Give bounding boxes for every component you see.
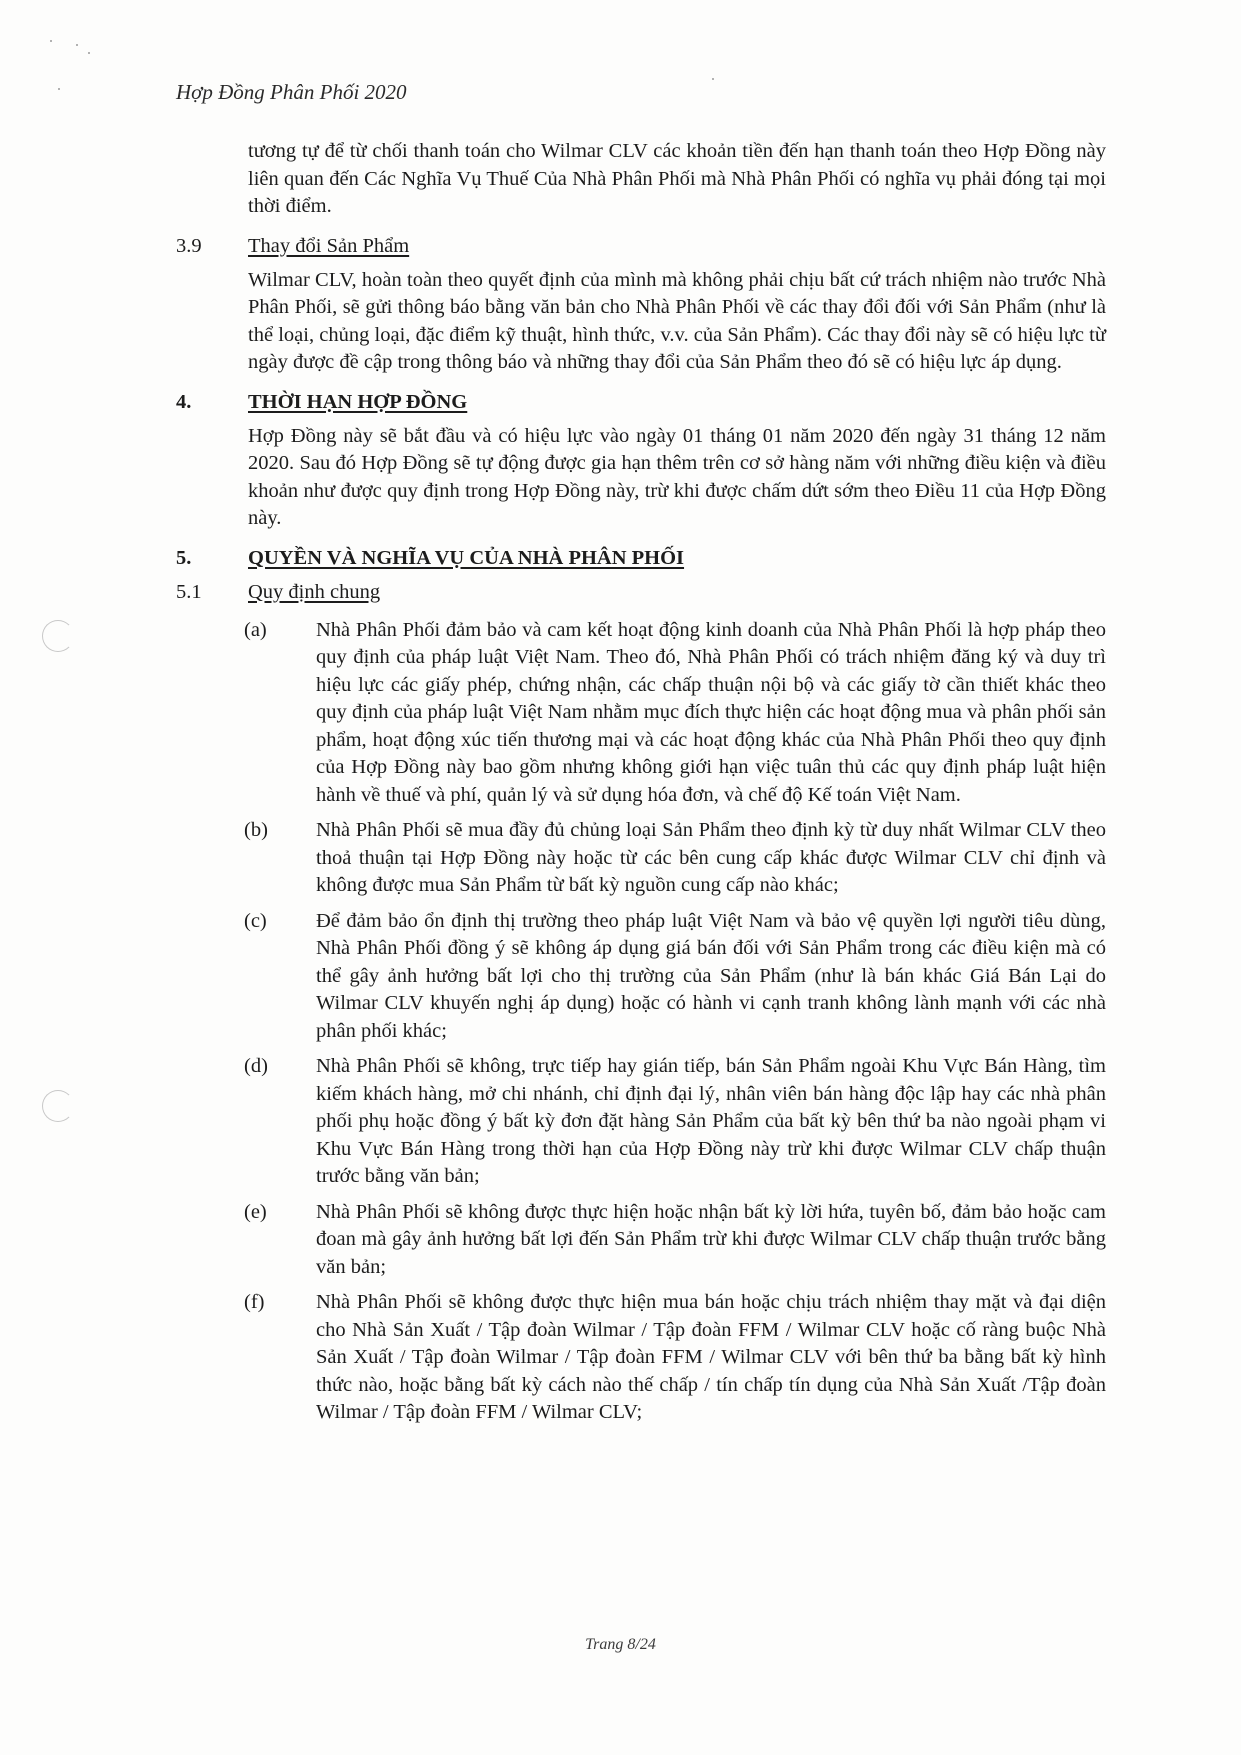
section-title: Thay đổi Sản Phẩm <box>248 234 410 257</box>
list-item-text: Nhà Phân Phối sẽ mua đầy đủ chủng loại Sản Phẩm theo định kỳ từ duy nhất Wilmar CLV theo thoả thuận tại Hợp Đồng này hoặc từ các bên cung cấp khác được Wilmar CLV chỉ định và không được mua Sản Phẩm từ bất kỳ nguồn cung cấp nào khác; <box>316 819 1106 896</box>
scan-speck <box>50 40 52 42</box>
list-item-label: (d) <box>244 1055 268 1077</box>
section-title: Quy định chung <box>248 580 381 603</box>
list-item <box>176 817 1106 900</box>
scan-speck <box>76 44 78 46</box>
document-body <box>176 138 1106 1427</box>
list-item-label: (e) <box>244 1200 267 1223</box>
punch-hole-mark <box>42 1090 74 1122</box>
list-item-text: Nhà Phân Phối sẽ không được thực hiện hoặc nhận bất kỳ lời hứa, tuyên bố, đảm bảo hoặc cam đoan mà gây ảnh hưởng bất lợi đến Sản Phẩm trừ khi được Wilmar CLV chấp thuận trước bằng văn bản; <box>316 1200 1106 1278</box>
section-title: THỜI HẠN HỢP ĐỒNG <box>248 390 468 413</box>
intro-paragraph: tương tự để từ chối thanh toán cho Wilmar CLV các khoản tiền đến hạn thanh toán theo Hợp Đồng này liên quan đến Các Nghĩa Vụ Thuế Của Nhà Phân Phối mà Nhà Phân Phối có nghĩa vụ phải đóng tại mọi thời điểm. <box>248 140 1106 217</box>
section-number: 5.1 <box>176 580 202 603</box>
punch-hole-mark <box>42 620 74 652</box>
section-5-1-heading <box>176 579 1106 609</box>
list-item <box>176 617 1106 810</box>
list-item-text: Để đảm bảo ổn định thị trường theo pháp luật Việt Nam và bảo vệ quyền lợi người tiêu dùng, Nhà Phân Phối đồng ý sẽ không áp dụng giá bán đối với Sản Phẩm trong các điều kiện mà có thể gây ảnh hưởng bất lợi cho thị trường của Sản Phẩm (như là bán khác Giá Bán Lại do Wilmar CLV khuyến nghị áp dụng) hoặc có hành vi cạnh tranh không lành mạnh với các nhà phân phối khác; <box>316 909 1106 1042</box>
list-item <box>176 908 1106 1046</box>
section-3-9-paragraph: Wilmar CLV, hoàn toàn theo quyết định của mình mà không phải chịu bất cứ trách nhiệm nào trước Nhà Phân Phối, sẽ gửi thông báo bằng văn bản cho Nhà Phân Phối về các thay đổi đối với Sản Phẩm (như là thể loại, chủng loại, đặc điểm kỹ thuật, hình thức, v.v. của Sản Phẩm). Các thay đổi này sẽ có hiệu lực từ ngày được đề cập trong thông báo và những thay đổi của Sản Phẩm theo đó sẽ có hiệu lực áp dụng. <box>248 268 1106 373</box>
scan-speck <box>58 88 60 90</box>
page-header-title: Hợp Đồng Phân Phối 2020 <box>176 80 407 104</box>
section-5-heading <box>176 545 1106 575</box>
section-number: 5. <box>176 546 192 569</box>
list-item <box>176 1199 1106 1282</box>
list-item-text: Nhà Phân Phối sẽ không được thực hiện mua bán hoặc chịu trách nhiệm thay mặt và đại diện cho Nhà Sản Xuất / Tập đoàn Wilmar / Tập đoàn FFM / Wilmar CLV hoặc cố ràng buộc Nhà Sản Xuất / Tập đoàn Wilmar / Tập đoàn FFM / Wilmar CLV với bên thứ ba bằng bất kỳ hình thức nào, hoặc bằng bất kỳ cách nào thế chấp / tín chấp tín dụng của Nhà Sản Xuất /Tập đoàn Wilmar / Tập đoàn FFM / Wilmar CLV; <box>316 1291 1106 1423</box>
list-item <box>176 1053 1106 1191</box>
list-item-label: (b) <box>244 819 268 841</box>
list-item-text: Nhà Phân Phối đảm bảo và cam kết hoạt động kinh doanh của Nhà Phân Phối là hợp pháp theo quy định của pháp luật Việt Nam. Theo đó, Nhà Phân Phối có trách nhiệm đăng ký và duy trì hiệu lực các giấy phép, chứng nhận, các chấp thuận nội bộ và các giấy tờ cần thiết khác theo quy định của pháp luật Việt Nam nhằm mục đích thực hiện các hoạt động mua và phân phối sản phẩm, hoạt động xúc tiến thương mại và các hoạt động khác của Nhà Phân Phối theo quy định của Hợp Đồng này bao gồm nhưng không giới hạn việc tuân thủ các quy định pháp luật hiện hành về thuế và phí, quản lý và sử dụng hóa đơn, và chế độ Kế toán Việt Nam. <box>316 618 1106 806</box>
scan-speck <box>88 52 90 54</box>
list-item-label: (c) <box>244 909 267 932</box>
section-3-9-heading <box>176 233 1106 263</box>
page-number: Trang 8/24 <box>585 1636 656 1653</box>
scan-speck <box>712 78 714 80</box>
section-4-paragraph: Hợp Đồng này sẽ bắt đầu và có hiệu lực vào ngày 01 tháng 01 năm 2020 đến ngày 31 tháng 12 năm 2020. Sau đó Hợp Đồng sẽ tự động được gia hạn thêm trên cơ sở hàng năm với những điều kiện và điều khoản như được quy định trong Hợp Đồng này, trừ khi được chấm dứt sớm theo Điều 11 của Hợp Đồng này. <box>248 424 1106 529</box>
list-item-text: Nhà Phân Phối sẽ không, trực tiếp hay gián tiếp, bán Sản Phẩm ngoài Khu Vực Bán Hàng, tìm kiếm khách hàng, mở chi nhánh, chỉ định đại lý, nhân viên bán hàng độc lập hay các nhà phân phối phụ hoặc đồng ý bất kỳ đơn đặt hàng Sản Phẩm của bất kỳ bên thứ ba nào ngoài phạm vi Khu Vực Bán Hàng trong thời hạn của Hợp Đồng này trừ khi được Wilmar CLV chấp thuận trước bằng văn bản; <box>316 1055 1106 1187</box>
section-number: 3.9 <box>176 234 202 257</box>
list-item-label: (f) <box>244 1291 265 1313</box>
list-item <box>176 1289 1106 1427</box>
section-number: 4. <box>176 390 192 413</box>
list-item-label: (a) <box>244 618 267 641</box>
section-title: QUYỀN VÀ NGHĨA VỤ CỦA NHÀ PHÂN PHỐI <box>248 546 685 569</box>
section-4-heading <box>176 389 1106 419</box>
